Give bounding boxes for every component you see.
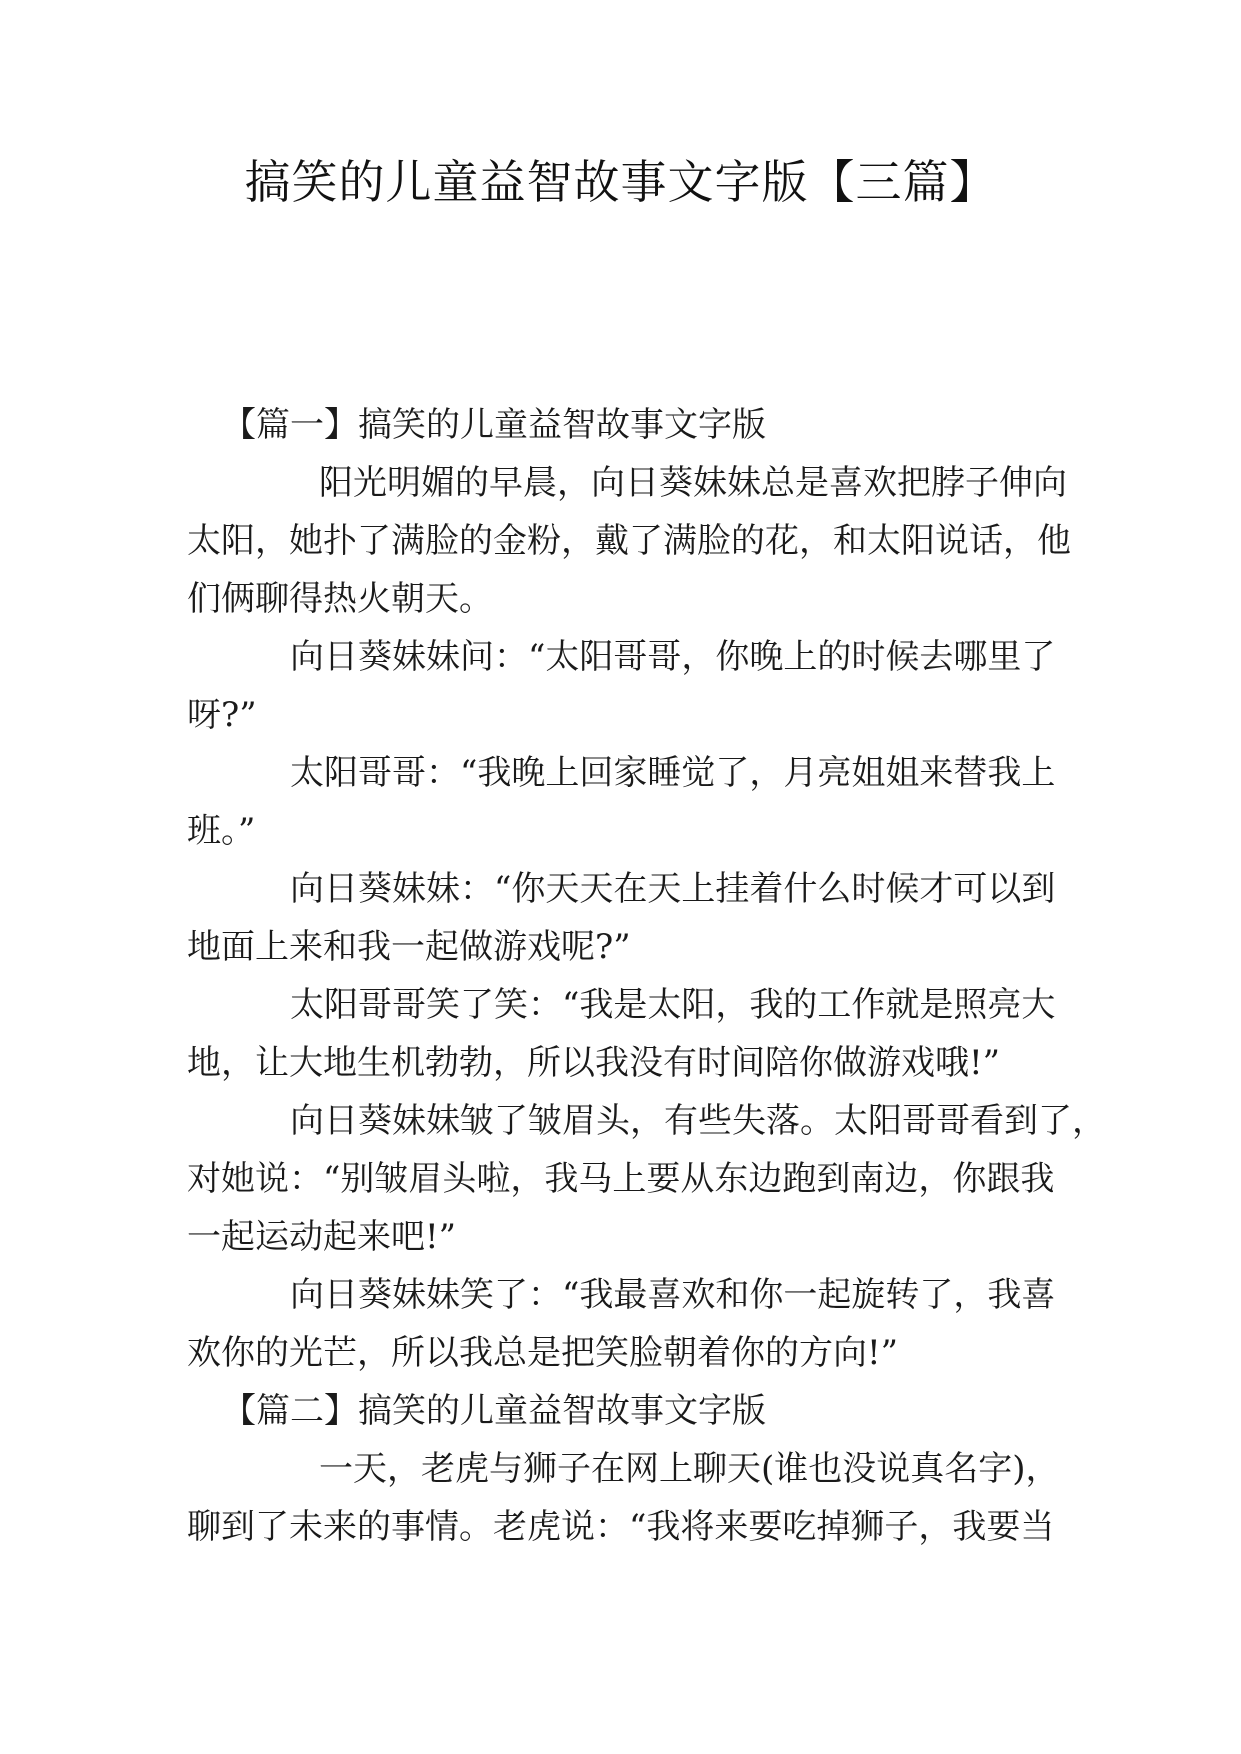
text-line: 班。” [187,811,256,851]
text-line: 地，让大地生机勃勃，所以我没有时间陪你做游戏哦!” [187,1043,1001,1083]
text-line: 地面上来和我一起做游戏呢?” [187,927,631,967]
text-line: 向日葵妹妹笑了：“我最喜欢和你一起旋转了，我喜 [290,1275,1056,1315]
text-line: 一天，老虎与狮子在网上聊天(谁也没说真名字)， [319,1449,1060,1489]
text-line: 对她说：“别皱眉头啦，我马上要从东边跑到南边，你跟我 [187,1159,1055,1199]
text-line: 呀?” [187,695,257,735]
text-line: 太阳哥哥：“我晚上回家睡觉了，月亮姐姐来替我上 [290,753,1056,793]
text-line: 们俩聊得热火朝天。 [187,579,493,619]
text-line: 聊到了未来的事情。老虎说：“我将来要吃掉狮子，我要当 [187,1507,1055,1547]
section-heading: 【篇二】搞笑的儿童益智故事文字版 [222,1391,766,1431]
text-line: 向日葵妹妹问：“太阳哥哥，你晚上的时候去哪里了 [290,637,1056,677]
document-title: 搞笑的儿童益智故事文字版【三篇】 [244,155,997,209]
text-line: 向日葵妹妹：“你天天在天上挂着什么时候才可以到 [290,869,1056,909]
text-line: 阳光明媚的早晨，向日葵妹妹总是喜欢把脖子伸向 [319,463,1067,503]
document-body [187,396,1106,1556]
section-heading: 【篇一】搞笑的儿童益智故事文字版 [222,405,766,445]
text-line: 向日葵妹妹皱了皱眉头，有些失落。太阳哥哥看到了， [290,1101,1106,1141]
text-line: 太阳，她扑了满脸的金粉，戴了满脸的花，和太阳说话，他 [187,521,1071,561]
text-line: 欢你的光芒，所以我总是把笑脸朝着你的方向!” [187,1333,899,1373]
text-line: 太阳哥哥笑了笑：“我是太阳，我的工作就是照亮大 [290,985,1056,1025]
text-line: 一起运动起来吧!” [187,1217,457,1257]
